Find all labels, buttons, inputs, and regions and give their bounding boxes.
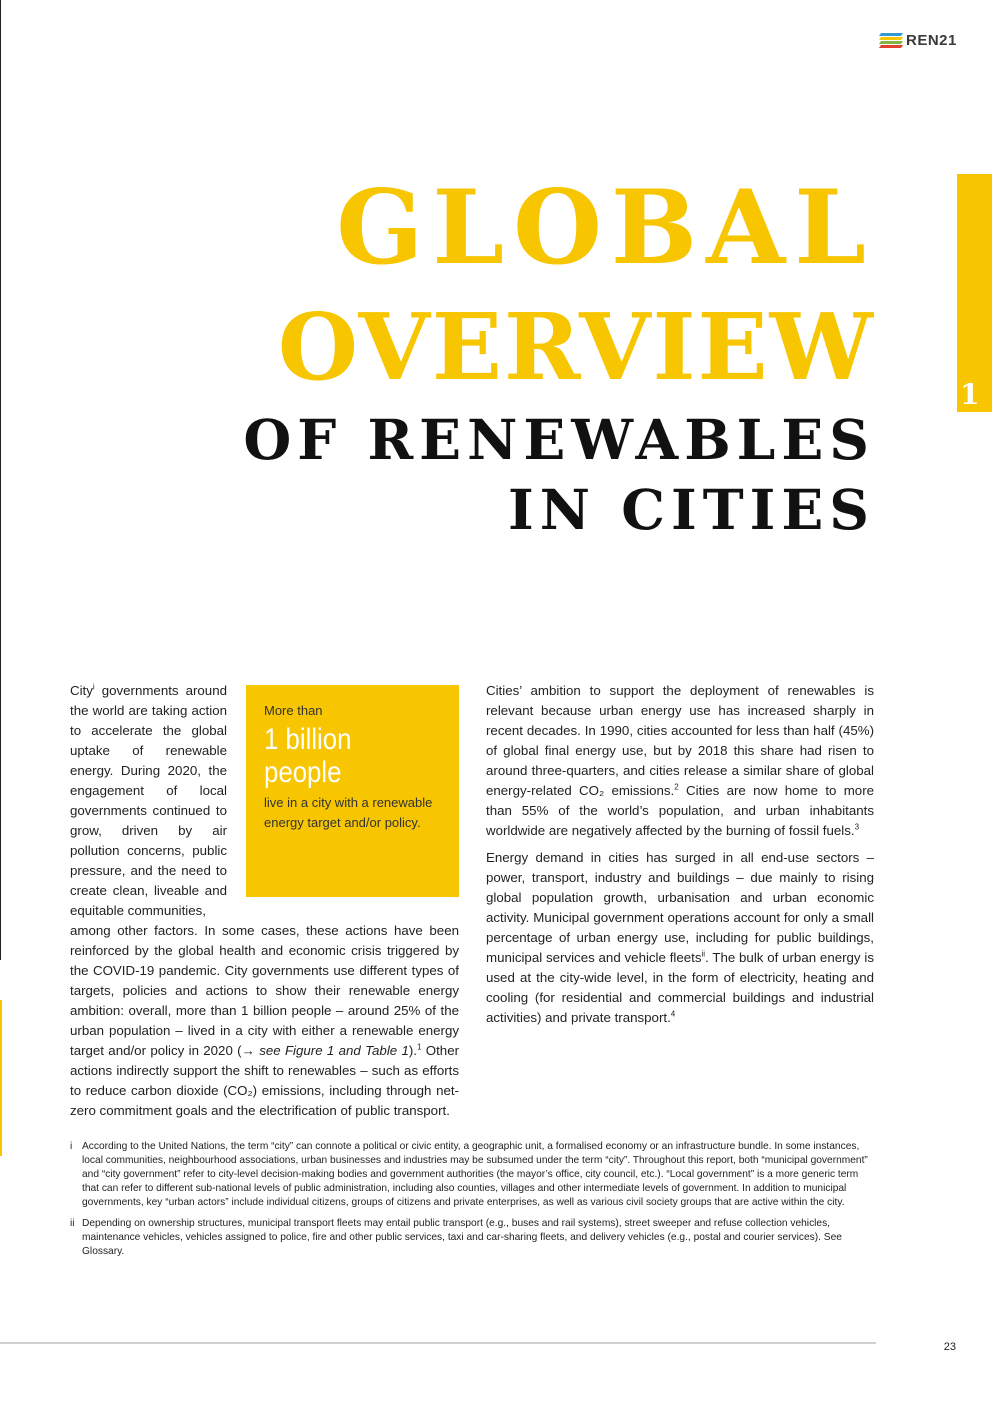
bottom-divider [0,1342,876,1344]
highlight-lead: More than [264,703,323,718]
ren21-logo [880,32,957,49]
intro-paragraph: City$^i$ governments around the world are taking action to accelerate the global uptake of renewable energy. During 2020, the engagement of local governments continued to grow, driven by air pollution concerns, public pressure, and the need to create clean, liveable and equitable communities, [70,682,227,918]
figure-table-reference[interactable]: → see Figure 1 and Table 1 [241,1043,409,1058]
title-line-cities: IN CITIES [508,477,875,542]
title-line-renewables: OF RENEWABLES [243,407,875,472]
left-margin-accent [0,1000,2,1156]
footnote-ref-i[interactable]: i [92,682,95,692]
endnote-ref-4[interactable]: 4 [670,1009,676,1019]
logo-text: REN21 [906,32,957,49]
highlight-figure: 1 billion people [264,723,352,789]
footnote-mark: ii [70,1218,75,1229]
right-column [486,681,874,1028]
title-line-global: GLOBAL [336,168,875,288]
footnote-text: Depending on ownership structures, municipal transport fleets may entail public transport (e.g., buses and rail systems), street sweeper and refuse collection vehicles, maintenance vehicles, vehicles assigned to police, fire and other public services, taxi and car-sharing fleets, and delivery vehicles (e.g., postal and courier services). See Glossary. [82,1218,842,1257]
footnote-i [70,1140,876,1210]
page-number: 23 [943,1341,956,1353]
highlight-text: live in a city with a renewable energy target and/or policy. [264,795,433,830]
left-paragraph: among other factors. In some cases, these actions have been reinforced by the global health and economic crisis triggered by the COVID-19 pandemic. City governments use different types of targets, policies and actions to show their renewable energy ambition: overall, more than 1 billion people – around 25% of the urban population – lived in a city with either a renewable energy target and/or policy in 2020 (→ see Figure 1 and Table 1).$^1$ Other actions indirectly support the shift to renewables – such as efforts to reduce carbon dioxide (CO₂) emissions, including through net-zero commitment goals and the electrification of public transport. [70,923,460,1118]
footnote-ref-ii[interactable]: ii [701,949,706,959]
ren21-logo-icon [880,33,902,49]
chapter-number: 1 [960,378,980,411]
right-paragraph-1: Cities’ ambition to support the deployment of renewables is relevant because urban energy use has increased sharply in recent decades. In 1990, cities accounted for less than half (45%) of global final energy use, but by 2018 this share had risen to around three-quarters, and cities release a similar share of global energy-related CO₂ emissions.$^2$ Cities are now home to more than 55% of the world’s population, and urban inhabitants worldwide are negatively affected by the burning of fossil fuels.$^3$ [486,683,875,838]
endnote-ref-2[interactable]: 2 [674,782,679,792]
left-column-intro [70,681,227,921]
left-margin-rule [0,0,1,960]
highlight-box [246,685,459,897]
footnote-mark: i [70,1141,73,1152]
footnote-text: According to the United Nations, the term “city” can connote a political or civic entity, a geographic unit, a formalised economy or an infrastructure bundle. In some instances, local communities, neighbourhood associations, urban businesses and industries may be subsumed under the term “city”. Throughout this report, both “municipal government” and “city government” refer to city-level decision-making bodies and government authorities (the mayor’s office, city council, etc.). “Local government” is a more generic term that can refer to different sub-national levels of public administration, including also counties, villages and other intermediate levels of government. In addition to municipal governments, key “urban actors” include individual citizens, groups of citizens and private enterprises, as well as various civil society groups that are active within the city. [82,1141,868,1208]
endnote-ref-3[interactable]: 3 [854,822,860,832]
title-line-overview: OVERVIEW [277,293,875,401]
endnote-ref-1[interactable]: 1 [417,1042,422,1052]
footnote-ii [70,1217,876,1259]
right-paragraph-2: Energy demand in cities has surged in all end-use sectors – power, transport, industry and buildings – due mainly to rising global population growth, urbanisation and urban economic activity. Municipal government operations account for only a small percentage of urban energy use, including for public buildings, municipal services and vehicle fleets$^{ii}$. The bulk of urban energy is used at the city-wide level, in the form of electricity, heating and cooling (for residential and commercial buildings and industrial activities) and private transport.$^4$ [486,850,874,1025]
left-column-continued [70,921,459,1121]
chapter-tab [957,174,992,412]
footnotes [70,1140,876,1266]
